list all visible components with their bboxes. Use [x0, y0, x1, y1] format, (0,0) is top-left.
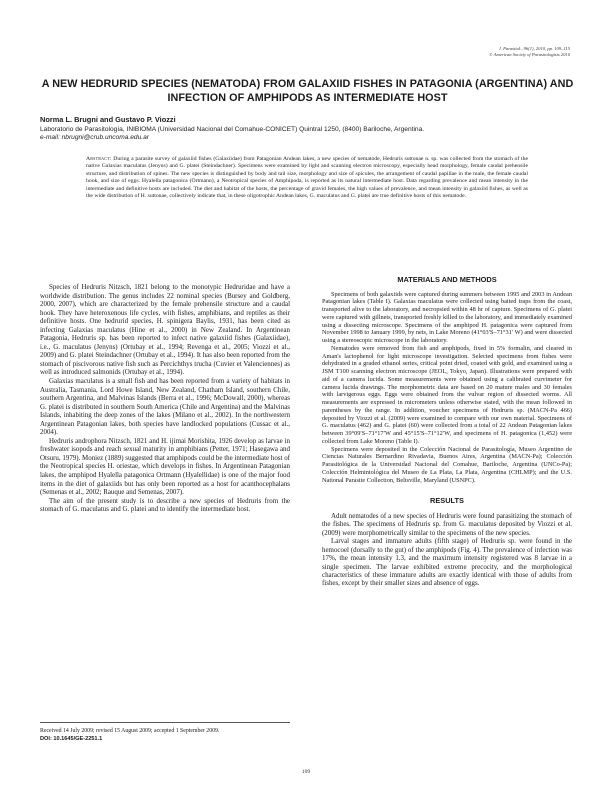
doi-link[interactable]: DOI: 10.1645/GE-2251.1	[40, 735, 103, 742]
intro-paragraph: Galaxias maculatus is a small fish and has been reported from a variety of habitats in Australia, Tasmania, Lord Howe Island, New Zealand, Chatham Island, southern Chile, southern Argentina, and Malvinas Islands (Berra et al., 1996; McDowall, 2000), whereas G. platei is distributed in southern South America (Chile and Argentina) and the Malvinas Islands, inhabiting the deep zones of the lakes (Milano et al., 2002). In the northwestern Argentinean Patagonian lakes, both species have landlocked populations (Cussac et al., 2004).	[40, 377, 290, 437]
abstract	[86, 156, 528, 200]
methods-paragraph: Specimens were deposited in the Colección Nacional de Parasitología, Museo Argentino de Ciencias Naturales Bernardino Rivadavia, Buenos Aires, Argentina (MACN-Pa); Colección Parasitológica de la Universidad Nacional del Comahue, Bariloche, Argentina (UNCo-Pa); Colección Helmintológica del Museo de La Plata, La Plata, Argentina (CHLMP); and the U.S. National Parasite Collection, Beltsville, Maryland (USNPC).	[322, 445, 572, 484]
methods-paragraph: Nematodes were removed from fish and amphipods, fixed in 5% formalin, and cleared in Aman's lactophenol for light microscope investigation. Selected specimens from fishes were dehydrated in a graded ethanol series, critical point dried, coated with gold, and examined using a JSM T100 scanning electron microscope (JEOL, Tokyo, Japan). Illustrations were prepared with aid of a camera lucida. Some measurements were obtained using a calibrated curvimeter for camera lucida drawings. The morphometric data are based on 20 mature males and 30 females with larvigerous eggs. Eggs were obtained from the vulvar region of dissected worms. All measurements are expressed in micrometers unless otherwise stated, with the mean followed in parentheses by the range. In addition, voucher specimens of Hedruris sp. (MACN-Pa 466) deposited by Viozzi et al. (2009) were examined to compare with our own material. Specimens of G. maculatus (462) and G. platei (60) were collected from a total of 22 Andean Patagonian lakes between 39°09′S–71°17′W and 45°15′S–71°12′W, and specimens of H. patagonica (1,452) were collected from Lake Moreno (Table I).	[322, 344, 572, 445]
affiliation: Laboratorio de Parasitología, INIBIOMA (Universidad Nacional del Comahue-CONICET) Quintral 1250, (8400) Bariloche, Argentina.	[40, 126, 425, 133]
received-footnote	[40, 722, 290, 743]
intro-paragraph: The aim of the present study is to describe a new species of Hedruris from the stomach of G. maculatus and G. platei and to identify the intermediate host.	[40, 496, 290, 514]
journal-citation: J. Parasitol., 96(1), 2010, pp. 109–115	[498, 46, 570, 51]
affiliation-block	[40, 126, 572, 143]
journal-header	[350, 46, 570, 58]
intro-paragraph: Hedruris androphora Nitzsch, 1821 and H. ijimai Morishita, 1926 develop as larvae in freshwater isopods and reach sexual maturity in amphibians (Petter, 1971; Hasegawa and Otsuru, 1979). Moniez (1889) suggested that amphipods could be the intermediate host of the Neotropical species H. oriestae, which develops in fishes. In Argentinean Patagonian lakes, the amphipod Hyalella patagonica Ortmann (Hyalellidae) is one of the major food items in the diet of galaxiids but has only been reported as a host for acanthocephalans (Semenas et al., 2002; Rauque and Semenas, 2007).	[40, 436, 290, 497]
methods-paragraph: Specimens of both galaxiids were captured during summers between 1995 and 2003 in Andean Patagonian lakes (Table I). Galaxias maculatus were collected using baited traps from the coast, transported alive to the laboratory, and necropsied within 48 hr of capture. Specimens of G. platei were captured with gillnets, transported freshly killed to the laboratory, and immediately examined using a dissecting microscope. Specimens of the amphipod H. patagonica were captured from November 1998 to January 1999, by nets, in Lake Moreno (41°03′S–71°31′ W) and were dissected using a stereoscopic microscope in the laboratory.	[322, 290, 572, 345]
intro-paragraph: Species of Hedruris Nitzsch, 1821 belong to the monotypic Hedruridae and have a worldwide distribution. The genus includes 22 nominal species (Bursey and Goldberg, 2000, 2007), which are characterized by the female prehensile structure and a caudal hook. They have heteroxenous life cycles, with fishes, amphibians, and reptiles as their definitive hosts. One hedrurid species, H. spinigera Baylis, 1931, has been cited as infecting Galaxias maculatus (Hine et al., 2000) in New Zealand. In Argentinean Patagonia, Hedruris sp. has been reported to infect native galaxiid fishes (Galaxiidae), i.e., G. maculatus (Jenyns) (Ortubay et al., 1994; Revenga et al., 2005; Viozzi et al., 2009) and G. platei Steindachner (Ortubay et al., 1994). It has also been reported from the stomach of piscivorous native fish such as Percichthys trucha (Cuvier et Valenciennes) as well as introduced salmonids (Ortubay et al., 1994).	[40, 283, 290, 377]
results-paragraph: Larval stages and immature adults (fifth stage) of Hedruris sp. were found in the hemocoel (dorsally to the gut) of the amphipods (Fig. 4). The prevalence of infection was 17%, the mean intensity 1.3, and the maximum intensity registered was 8 larvae in a single specimen. The larvae exhibited extreme precocity, and the morphological characteristics of these immature adults are exactly identical with those of adults from fishes, except by their smaller sizes and absence of eggs.	[322, 537, 572, 588]
email-link[interactable]: e-mail: nbrugni@crub.uncoma.edu.ar	[40, 134, 149, 142]
abstract-label: Abstract:	[86, 156, 112, 162]
page-number: 109	[301, 769, 311, 775]
left-column	[40, 283, 290, 514]
received-dates: Received 14 July 2009; revised 15 August 2009; accepted 1 September 2009.	[40, 728, 220, 734]
abstract-text: During a parasite survey of galaxiid fishes (Galaxiidae) from Patagonian Andean lakes, a new species of nematode, Hedruris suttonae n. sp. was collected from the stomach of the native Galaxias maculatus (Jenyns) and G. platei (Steindachner). Specimens were examined by light and scanning electron microscopy, especially head morphology, female caudal prehensile structure, and distribution of spines. The new species is distinguished by body and tail size, morphology and size of spicules, the arrangement of caudal papillae in the male, the female caudal hook, and size of eggs. Hyalella patagonica (Ortmann), a Neotropical species of Amphipoda, is reported as its natural intermediate host. Data regarding prevalence and mean intensity in the intermediate and definitive hosts are included. The diet and habitat of the hosts, the percentage of gravid females, the high values of prevalence, and mean intensity in galaxiid fishes, as well as the wide distribution of H. suttonae, collectively indicate that, in these oligotrophic Andean lakes, G. maculatus and G. platei are true definitive hosts of this nematode.	[86, 156, 528, 200]
copyright-notice: © American Society of Parasitologists 2010	[489, 52, 570, 58]
results-heading: RESULTS	[430, 496, 464, 506]
right-column	[322, 276, 572, 588]
results-paragraph: Adult nematodes of a new species of Hedruris were found parasitizing the stomach of the fishes. The specimens of Hedruris sp. from G. maculatus deposited by Viozzi et al. (2009) were morphometrically similar to the specimens of the new species.	[322, 511, 572, 537]
methods-heading: MATERIALS AND METHODS	[397, 275, 497, 284]
author-list: Norma L. Brugni and Gustavo P. Viozzi	[40, 115, 176, 124]
article-title: A NEW HEDRURID SPECIES (NEMATODA) FROM GALAXIID FISHES IN PATAGONIA (ARGENTINA) AND INFECTION OF AMPHIPODS AS INTERMEDIATE HOST	[41, 78, 574, 104]
